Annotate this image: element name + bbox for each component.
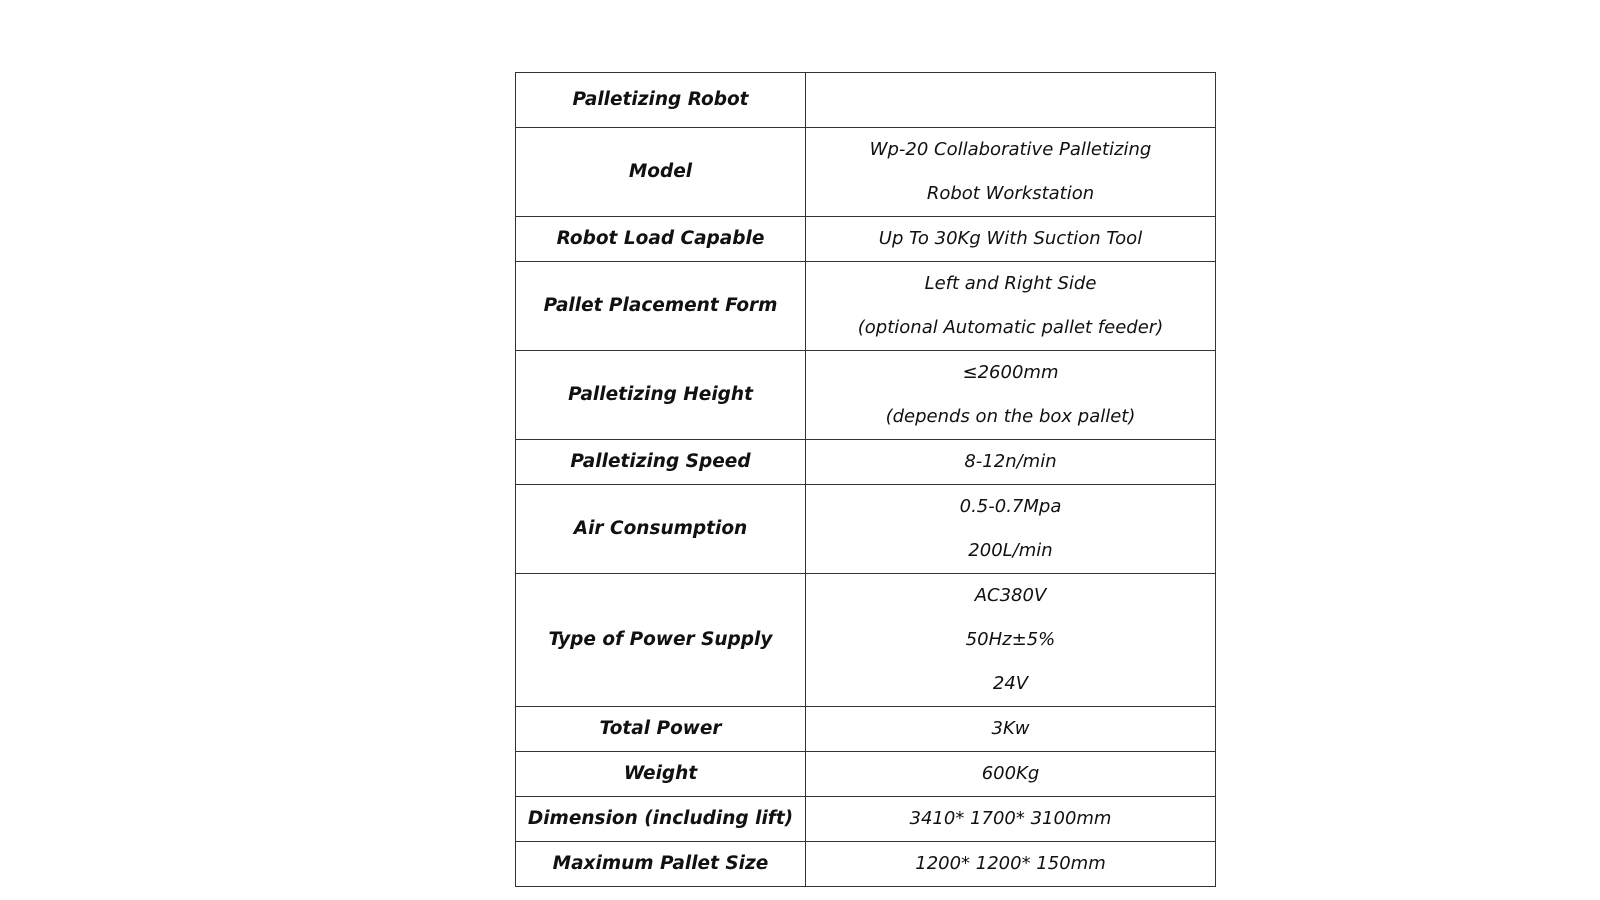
spec-value-line: (optional Automatic pallet feeder) <box>857 317 1164 338</box>
table-row <box>516 217 1216 262</box>
spec-value-line: (depends on the box pallet) <box>885 406 1136 427</box>
spec-value-line: AC380V <box>974 585 1047 606</box>
spec-label: Palletizing Height <box>516 351 806 440</box>
spec-value <box>806 217 1216 262</box>
table-row <box>516 351 1216 440</box>
spec-value-line: 200L/min <box>968 540 1053 561</box>
spec-value <box>806 128 1216 217</box>
spec-label: Air Consumption <box>516 485 806 574</box>
table-row <box>516 842 1216 887</box>
spec-value-line: 600Kg <box>981 763 1040 784</box>
spec-label: Maximum Pallet Size <box>516 842 806 887</box>
spec-label: Robot Load Capable <box>516 217 806 262</box>
spec-value-line: Up To 30Kg With Suction Tool <box>878 228 1143 249</box>
spec-value <box>806 797 1216 842</box>
spec-value-line: 24V <box>992 673 1029 694</box>
spec-value-line: 3Kw <box>991 718 1030 739</box>
spec-value <box>806 351 1216 440</box>
spec-label: Model <box>516 128 806 217</box>
spec-label: Type of Power Supply <box>516 574 806 707</box>
spec-value-line: 0.5-0.7Mpa <box>959 496 1062 517</box>
spec-value <box>806 440 1216 485</box>
spec-value <box>806 574 1216 707</box>
spec-value <box>806 73 1216 128</box>
spec-value-line: 8-12n/min <box>964 451 1057 472</box>
table-row <box>516 73 1216 128</box>
spec-label: Total Power <box>516 707 806 752</box>
table-row <box>516 128 1216 217</box>
spec-label: Pallet Placement Form <box>516 262 806 351</box>
table-row <box>516 752 1216 797</box>
spec-value <box>806 262 1216 351</box>
specification-table <box>515 72 1216 887</box>
table-row <box>516 440 1216 485</box>
table-row <box>516 262 1216 351</box>
table-row <box>516 707 1216 752</box>
table-row <box>516 574 1216 707</box>
spec-label: Palletizing Speed <box>516 440 806 485</box>
table-row <box>516 797 1216 842</box>
table-row <box>516 485 1216 574</box>
spec-value-line: 1200* 1200* 150mm <box>915 853 1106 874</box>
spec-value <box>806 707 1216 752</box>
spec-value <box>806 485 1216 574</box>
spec-value-line: Wp-20 Collaborative Palletizing <box>869 139 1152 160</box>
spec-value-line: 50Hz±5% <box>965 629 1056 650</box>
spec-value-line <box>812 78 1209 122</box>
spec-value-line: Left and Right Side <box>924 273 1097 294</box>
spec-label: Dimension (including lift) <box>516 797 806 842</box>
spec-label: Palletizing Robot <box>516 73 806 128</box>
spec-value <box>806 842 1216 887</box>
spec-value-line: 3410* 1700* 3100mm <box>909 808 1112 829</box>
spec-value-line: Robot Workstation <box>926 183 1095 204</box>
spec-value-line: ≤2600mm <box>962 362 1059 383</box>
spec-label: Weight <box>516 752 806 797</box>
spec-value <box>806 752 1216 797</box>
